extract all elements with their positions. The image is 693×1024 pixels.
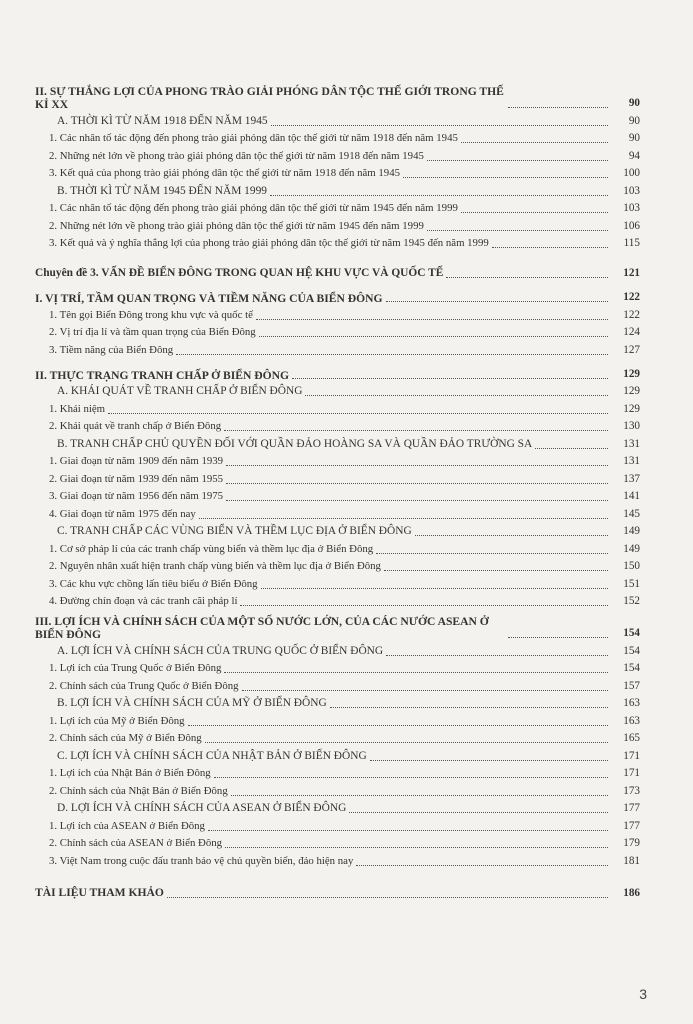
toc-section: B. LỢI ÍCH VÀ CHÍNH SÁCH CỦA MỸ Ở BIỂN ĐÔNG 163 [57, 697, 640, 709]
dot-leader [167, 896, 608, 898]
dot-leader [403, 176, 608, 178]
dot-leader [356, 864, 608, 866]
toc-item: 2. Những nét lớn về phong trào giải phóng dân tộc thế giới từ năm 1918 đến năm 1945 94 [49, 149, 640, 162]
toc-item: 2. Khái quát về tranh chấp ở Biển Đông 130 [49, 420, 640, 432]
dot-leader [427, 159, 608, 161]
toc-item: 1. Cơ sở pháp lí của các tranh chấp vùng biển và thềm lục địa ở Biển Đông 149 [49, 542, 640, 555]
toc-section: B. THỜI KÌ TỪ NĂM 1945 ĐẾN NĂM 1999 103 [57, 184, 640, 197]
dot-leader [256, 318, 608, 320]
toc-item: 2. Chính sách của Mỹ ở Biển Đông 165 [49, 732, 640, 744]
toc-item: 3. Việt Nam trong cuộc đấu tranh bảo vệ chủ quyền biển, đảo hiện nay 181 [49, 854, 640, 867]
dot-leader [376, 552, 608, 554]
dot-leader [225, 846, 608, 848]
toc-section: A. THỜI KÌ TỪ NĂM 1918 ĐẾN NĂM 1945 90 [57, 114, 640, 127]
dot-leader [270, 194, 608, 196]
toc-item: 4. Đường chín đoạn và các tranh cãi pháp lí 152 [49, 595, 640, 607]
dot-leader [292, 377, 608, 379]
toc-section: A. LỢI ÍCH VÀ CHÍNH SÁCH CỦA TRUNG QUỐC Ở BIỂN ĐÔNG 154 [57, 644, 640, 657]
dot-leader [508, 636, 608, 638]
dot-leader [461, 211, 608, 213]
page-number: 3 [639, 986, 647, 1002]
dot-leader [535, 447, 608, 449]
toc-item: 3. Kết quả và ý nghĩa thắng lợi của phong trào giải phóng dân tộc thế giới từ năm 1945 đến năm 1999 115 [49, 237, 640, 249]
toc-item: 1. Lợi ích của Trung Quốc ở Biển Đông 154 [49, 662, 640, 674]
dot-leader [224, 429, 608, 431]
toc-item: 2. Những nét lớn về phong trào giải phóng dân tộc thế giới từ năm 1945 đến năm 1999 106 [49, 219, 640, 232]
toc-heading-part-iii: III. LỢI ÍCH VÀ CHÍNH SÁCH CỦA MỘT SỐ NƯỚC LỚN, CỦA CÁC NƯỚC ASEAN Ở BIỂN ĐÔNG 154 [35, 615, 640, 641]
toc-section: C. LỢI ÍCH VÀ CHÍNH SÁCH CỦA NHẬT BẢN Ở BIỂN ĐÔNG 171 [57, 749, 640, 762]
toc-item: 1. Các nhân tố tác động đến phong trào giải phóng dân tộc thế giới từ năm 1945 đến năm 1999 103 [49, 202, 640, 214]
dot-leader [349, 811, 608, 813]
toc-item: 3. Giai đoạn từ năm 1956 đến năm 1975 141 [49, 490, 640, 502]
dot-leader [214, 776, 608, 778]
toc-item: 2. Vị trí địa lí và tầm quan trọng của Biển Đông 124 [49, 326, 640, 338]
dot-leader [199, 517, 608, 519]
toc-item: 1. Khái niệm 129 [49, 402, 640, 415]
dot-leader [305, 394, 608, 396]
table-of-contents [35, 79, 640, 901]
dot-leader [108, 412, 608, 414]
dot-leader [508, 106, 608, 108]
dot-leader [176, 353, 608, 355]
toc-item: 1. Lợi ích của Nhật Bản ở Biển Đông 171 [49, 767, 640, 779]
dot-leader [226, 482, 608, 484]
dot-leader [271, 124, 608, 126]
dot-leader [231, 794, 608, 796]
dot-leader [386, 300, 608, 302]
toc-item: 1. Các nhân tố tác động đến phong trào giải phóng dân tộc thế giới từ năm 1918 đến năm 1945 90 [49, 132, 640, 144]
dot-leader [242, 689, 608, 691]
dot-leader [386, 654, 608, 656]
toc-heading-part2: II. SỰ THẮNG LỢI CỦA PHONG TRÀO GIẢI PHÓNG DÂN TỘC THẾ GIỚI TRONG THẾ KỈ XX 90 [35, 85, 640, 111]
toc-item: 2. Giai đoạn từ năm 1939 đến năm 1955 137 [49, 472, 640, 485]
toc-item: 2. Chính sách của Nhật Bản ở Biển Đông 173 [49, 784, 640, 797]
dot-leader [415, 534, 608, 536]
dot-leader [427, 229, 608, 231]
dot-leader [205, 741, 608, 743]
toc-section: B. TRANH CHẤP CHỦ QUYỀN ĐỐI VỚI QUẦN ĐẢO HOÀNG SA VÀ QUẦN ĐẢO TRƯỜNG SA 131 [57, 437, 640, 450]
toc-item: 1. Lợi ích của Mỹ ở Biển Đông 163 [49, 714, 640, 727]
toc-section: D. LỢI ÍCH VÀ CHÍNH SÁCH CỦA ASEAN Ở BIỂN ĐÔNG 177 [57, 802, 640, 814]
toc-item: 4. Giai đoạn từ năm 1975 đến nay 145 [49, 507, 640, 520]
toc-item: 2. Chính sách của Trung Quốc ở Biển Đông 157 [49, 679, 640, 692]
dot-leader [492, 246, 608, 248]
toc-item: 3. Các khu vực chồng lấn tiêu biểu ở Biển Đông 151 [49, 577, 640, 590]
toc-section: A. KHÁI QUÁT VỀ TRANH CHẤP Ở BIỂN ĐÔNG 129 [57, 385, 640, 397]
dot-leader [261, 587, 608, 589]
toc-item: 2. Nguyên nhân xuất hiện tranh chấp vùng biển và thềm lục địa ở Biển Đông 150 [49, 560, 640, 572]
dot-leader [188, 724, 608, 726]
dot-leader [208, 829, 608, 831]
toc-item: 1. Tên gọi Biển Đông trong khu vực và quốc tế 122 [49, 308, 640, 321]
dot-leader [370, 759, 608, 761]
dot-leader [384, 569, 608, 571]
dot-leader [259, 335, 608, 337]
toc-section: C. TRANH CHẤP CÁC VÙNG BIỂN VÀ THỀM LỤC ĐỊA Ở BIỂN ĐÔNG 149 [57, 525, 640, 537]
toc-item: 3. Kết quả của phong trào giải phóng dân tộc thế giới từ năm 1918 đến năm 1945 100 [49, 167, 640, 179]
dot-leader [224, 671, 608, 673]
toc-item: 3. Tiềm năng của Biển Đông 127 [49, 343, 640, 356]
toc-references: TÀI LIỆU THAM KHẢO 186 [35, 885, 640, 899]
toc-heading-part-ii: II. THỰC TRẠNG TRANH CHẤP Ở BIỂN ĐÔNG 129 [35, 367, 640, 382]
toc-item: 1. Giai đoạn từ năm 1909 đến năm 1939 131 [49, 455, 640, 467]
dot-leader [226, 499, 608, 501]
toc-chapter-heading: Chuyên đề 3. VẤN ĐỀ BIỂN ĐÔNG TRONG QUAN HỆ KHU VỰC VÀ QUỐC TẾ 121 [35, 267, 640, 279]
dot-leader [446, 276, 608, 278]
toc-heading-part-i: I. VỊ TRÍ, TẦM QUAN TRỌNG VÀ TIỀM NĂNG CỦA BIỂN ĐÔNG 122 [35, 291, 640, 305]
toc-item: 2. Chính sách của ASEAN ở Biển Đông 179 [49, 837, 640, 849]
dot-leader [461, 141, 608, 143]
dot-leader [240, 604, 608, 606]
dot-leader [330, 706, 608, 708]
dot-leader [226, 464, 608, 466]
toc-item: 1. Lợi ích của ASEAN ở Biển Đông 177 [49, 819, 640, 832]
